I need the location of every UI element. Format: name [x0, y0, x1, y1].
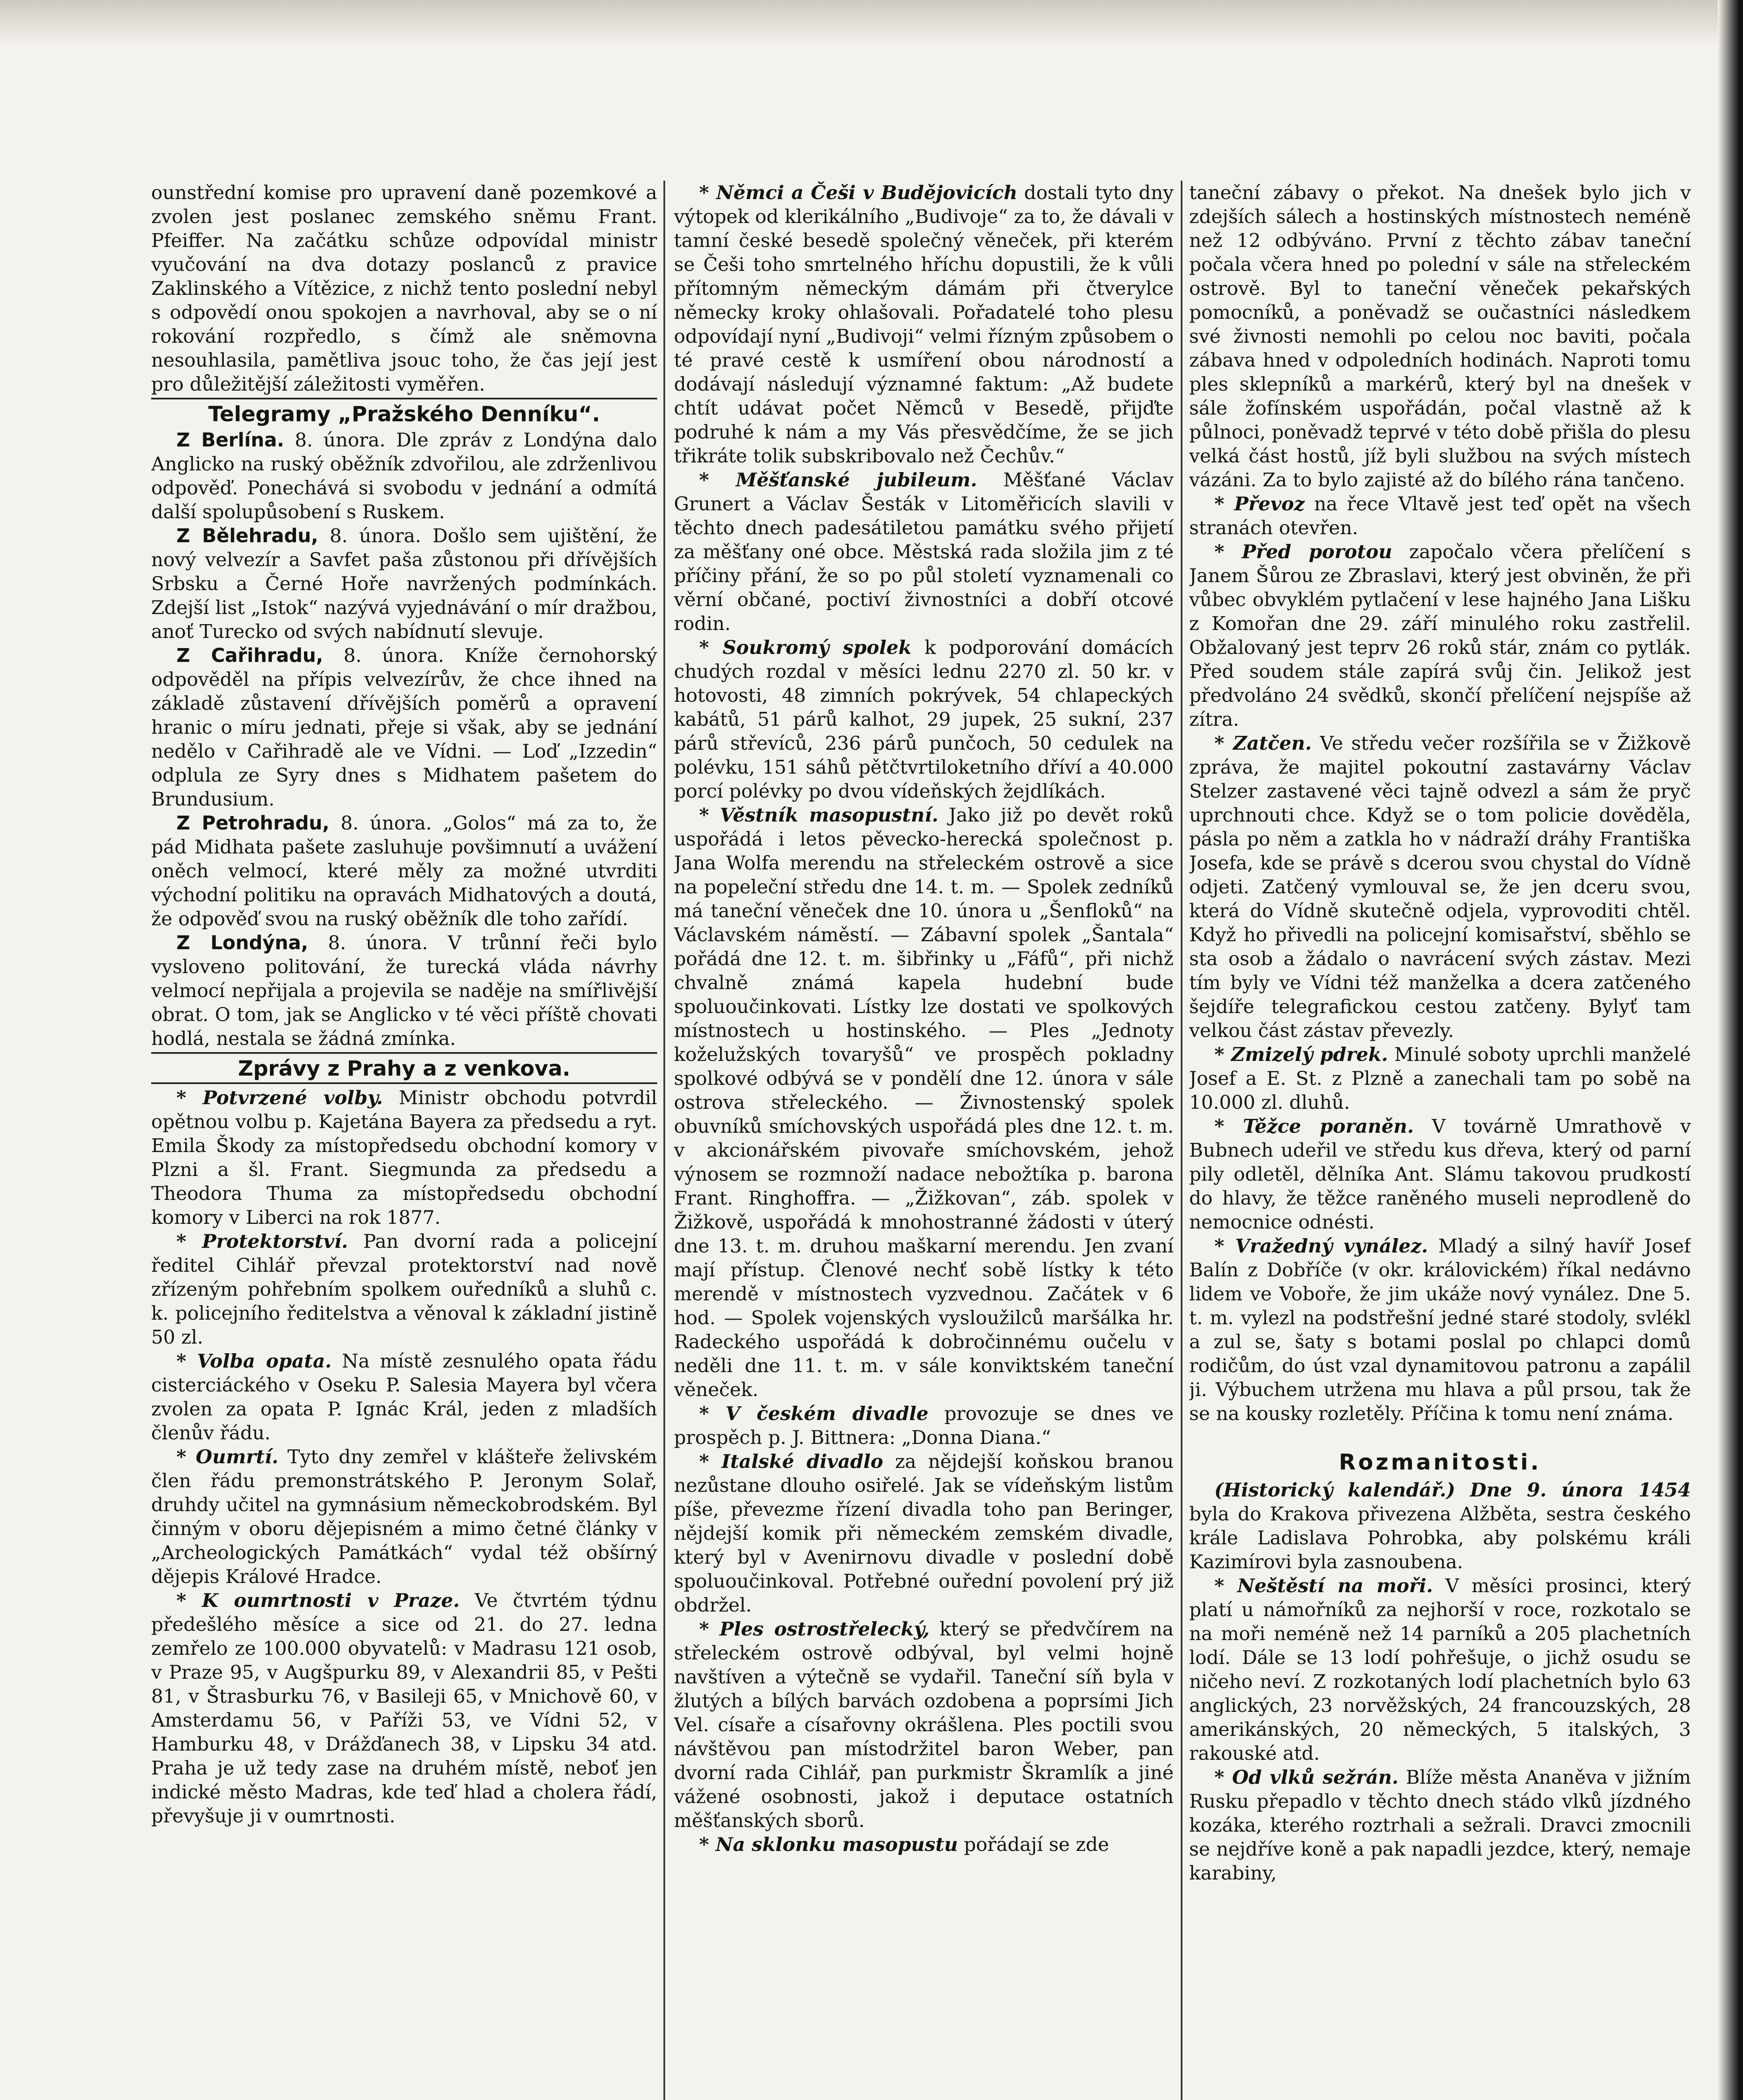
- dateline: Z Cařihradu,: [176, 644, 323, 667]
- telegram-belgrade: [151, 524, 657, 643]
- column-2: [674, 181, 1174, 2100]
- news-text: Jako již po devět roků uspořádá i letos pěvecko-herecká společnost p. Jana Wolfa merendu na střeleckém ostrově a sice na popeleční středu dne 14. t. m. — Spolek zedníků má taneční věneček dne 10. února u „Šenfloků“ na Václavském náměstí. — Zábavní spolek „Šantala“ pořádá dne 12. t. m. šibřinky u „Fáfů“, při nichž chvalně známá kapela hudební bude spoluoučinkovati. Lístky lze dostati ve spolkových místnostech u hostinského. — Ples „Jednoty koželužských tovaryšů“ ve prospěch pokladny spolkové odbývá se v pondělí dne 12. února v sále ostrova střeleckého. — Živnostenský spolek obuvníků smíchovských uspořádá ples dne 12. t. m. v akcionářském pivovaře smíchovském, jehož výnosem se rozmnoží nadace nebožtíka p. barona Frant. Ringhoffra. — „Žižkovan“, záb. spolek v Žižkově, uspořádá k mnohostranné žádosti v úterý dne 13. t. m. druhou maškarní merendu. Jen zvaní mají přístup. Členové nechť sobě lístky k této merendě v místnostech vyzvednou. Začátek v 6 hod. — Spolek vojenských vysloužilců maršálka hr. Radeckého uspořádá k dobročinnému oučelu v neděli dne 11. t. m. v sále konviktském taneční věneček.: [674, 804, 1174, 1401]
- news-kicker: * Těžce poraněn.: [1214, 1115, 1414, 1137]
- news-text: Na místě zesnulého opata řádu cisterciáckého v Oseku P. Salesia Mayera byl včera zvolen za opata P. Ignác Král, jeden z mladších členův řádu.: [151, 1350, 657, 1444]
- news-item: [674, 1402, 1174, 1449]
- news-item: [1189, 1234, 1691, 1425]
- news-text: na řece Vltavě jest teď opět na všech stranách otevřen.: [1189, 493, 1691, 539]
- miscellany-section-title: Rozmanitosti.: [1339, 1450, 1541, 1475]
- news-text: pořádají se zde: [958, 1833, 1109, 1856]
- news-kicker: * Zatčen.: [1214, 732, 1312, 754]
- news-kicker: * Oumrtí.: [176, 1446, 279, 1468]
- news-kicker: (Historický kalendář.) Dne 9. února 1454: [1214, 1479, 1691, 1501]
- news-text: Ve čtvrtém týdnu předešlého měsíce a sice od 21. do 27. ledna zemřelo ze 100.000 obyvatelů: v Madrasu 121 osob, v Praze 95, v Augšpurku 89, v Alexandrii 85, v Pešti 81, v Štrasburku 76, v Basileji 65, v Mnichově 60, v Amsterdamu 56, v Paříži 53, ve Vídni 52, v Hamburku 48, v Drážďanech 38, v Lipsku 34 atd. Praha je už tedy zase na druhém místě, neboť jen indické město Madras, kde teď hlad a cholera řádí, převyšuje ji v oumrtnosti.: [151, 1589, 657, 1827]
- dateline: Z Petrohradu,: [176, 812, 330, 834]
- news-item: [1189, 540, 1691, 731]
- news-kicker: * Na sklonku masopustu: [699, 1833, 958, 1856]
- news-text: k podporování domácích chudých rozdal v měsíci lednu 2270 zl. 50 kr. v hotovosti, 48 zimních pokrývek, 54 chlapeckých kabátů, 51 párů kalhot, 29 jupek, 25 sukní, 237 párů střevíců, 236 párů punčoch, 50 cedulek na polévku, 151 sáhů pětčtvrtiloketního dříví a 40.000 porcí polévky po dvou vídeňských žejdlíkách.: [674, 636, 1174, 802]
- column-rule-right: [1181, 181, 1182, 2100]
- news-kicker: * Před porotou: [1214, 541, 1392, 563]
- news-text: Ministr obchodu potvrdil opětnou volbu p. Kajetána Bayera za předsedu a ryt. Emila Škody za místopředsedu obchodní komory v Plzni a šl. Frant. Siegmunda za předsedu a Theodora Thuma za místopředsedu obchodní komory v Liberci na rok 1877.: [151, 1087, 657, 1228]
- news-kicker: * Zmizelý pdrek.: [1214, 1043, 1388, 1066]
- news-kicker: * Věstník masopustní.: [699, 804, 938, 826]
- news-item: [674, 468, 1174, 635]
- news-kicker: * Neštěstí na moři.: [1214, 1575, 1433, 1597]
- news-kicker: * Němci a Češi v Budějovicích: [699, 181, 1018, 204]
- news-text: dostali tyto dny výtopek od klerikálního „Budivoje“ za to, že dávali v tamní české besedě společný věneček, při kterém se Češi toho smrtelného hříchu dopustili, že k vůli přítomným německým dámám při čtverylce německy kroky ohlašovali. Pořadatelé toho plesu odpovídají nyní „Budivoji“ velmi řízným způsobem o té pravé cestě k usmíření obou národností a dodávají následují významné faktum: „Až budete chtít udávat počet Němců v Besedě, přijďte podruhé k nám a my Vás přesvědčíme, že se jich třikráte tolik subskribovalo než Čechův.“: [674, 181, 1174, 467]
- telegram-text: 8. února. V trůnní řeči bylo vysloveno politování, že turecká vláda návrhy velmocí nepřijala a projevila se naděje na smířlivější obrat. O tom, jak se Anglicko v té věci příště chovati hodlá, nestala se žádná zmínka.: [151, 932, 657, 1050]
- news-item: [1189, 1574, 1691, 1765]
- local-news-section-title: Zprávy z Prahy a z venkova.: [151, 1052, 657, 1084]
- column-1: [151, 181, 657, 2100]
- news-text: Měšťané Václav Grunert a Václav Šesták v Litoměřicích slavili v těchto dnech padesátiletou památku svého přijetí za měšťany oné obce. Městská rada složila jim z té příčiny přání, že so po půl století vyznamenali co věrní občané, poctiví živnostníci a dobří otcové rodin.: [674, 469, 1174, 635]
- newspaper-columns: [151, 181, 1701, 2100]
- news-item: [674, 181, 1174, 468]
- news-kicker: * K oumrtnosti v Praze.: [176, 1589, 460, 1612]
- article-continuation: ounstřední komise pro upravení daně pozemkové a zvolen jest poslanec zemského sněmu Frant. Pfeiffer. Na začátku schůze odpovídal ministr vyučování na dva dotazy poslanců z pravice Zaklinského a Vítězice, z nichž tento poslední nebyl s odpovědí onou spokojen a navrhoval, aby se o ní rokování rozpředlo, s čímž ale sněmovna nesouhlasila, pamětliva jsouc toho, že čas její jest pro důležitější záležitosti vyměřen.: [151, 181, 657, 395]
- news-text: byla do Krakova přivezena Alžběta, sestra českého krále Ladislava Pohrobka, aby polskému králi Kazimírovi byla zasnoubena.: [1189, 1503, 1691, 1573]
- news-item: [151, 1086, 657, 1229]
- news-item: [674, 1617, 1174, 1832]
- news-item: [1189, 1765, 1691, 1885]
- news-item: [1189, 492, 1691, 540]
- telegram-text: 8. února. Kníže černohorský odpověděl na přípis velvezírův, že chce ihned na základě zůstavení dřívějších poměrů a opravení hranic o míru jednati, přeje si však, aby se jednání nedělo v Cařihradě ale ve Vídni. — Loď „Izzedin“ odplula ze Syry dnes s Midhatem pašetem do Brundusium.: [151, 644, 657, 810]
- news-text: Minulé soboty uprchli manželé Josef a E. St. z Plzně a zanechali tam po sobě na 10.000 zl. dluhů.: [1189, 1043, 1691, 1113]
- telegram-text: 8. února. Došlo sem ujištění, že nový velvezír a Savfet paša zůstonou při dřívějších Srbsku a Černé Hoře navržených podmínkách. Zdejší list „Istok“ nazývá vyjednávání o mír dražbou, anoť Turecko od svých nabídnutí slevuje.: [151, 525, 657, 643]
- news-item: [1189, 1114, 1691, 1234]
- news-text: V továrně Umrathově v Bubnech udeřil ve středu kus dřeva, který od parní pily odletěl, dělníka Ant. Slámu takovou prudkostí do hlavy, že těžce raněného museli neprodleně do nemocnice odnésti.: [1189, 1115, 1691, 1233]
- news-kicker: * Potvrzené volby.: [176, 1087, 383, 1109]
- telegram-constantinople: [151, 643, 657, 811]
- telegram-text: 8. února. Dle zpráv z Londýna dalo Anglicko na ruský oběžník zdvořilou, ale zdrženlivou odpověď. Ponechává si svobodu v jednání a odmítá další spolupůsobení s Ruskem.: [151, 429, 657, 523]
- news-kicker: * Od vlků sežrán.: [1214, 1766, 1399, 1788]
- dateline: Z Bělehradu,: [176, 525, 318, 547]
- column-3: [1189, 181, 1691, 2100]
- news-item: [151, 1349, 657, 1445]
- news-kicker: * Soukromý spolek: [699, 636, 912, 659]
- dateline: Z Berlína.: [176, 429, 284, 451]
- news-item: [1189, 1478, 1691, 1574]
- news-text: provozuje se dnes ve prospěch p. J. Bittnera: „Donna Diana.“: [674, 1402, 1174, 1449]
- page-top-shadow: [0, 0, 1743, 46]
- news-kicker: * V českém divadle: [699, 1402, 928, 1425]
- news-kicker: * Měšťanské jubileum.: [699, 469, 977, 491]
- news-text: Blíže města Ananěva v jižním Rusku přepadlo v těchto dnech stádo vlků jízdného kozáka, kterého roztrhali a sežrali. Dravci zmocnili se nejdříve koně a pak napadli jezdce, který, nemaje karabiny,: [1189, 1766, 1691, 1884]
- news-item: [1189, 1042, 1691, 1114]
- news-item: [151, 1445, 657, 1588]
- news-text: který se předvčírem na střeleckém ostrově odbýval, byl velmi hojně navštíven a výtečně se vydařil. Taneční síň byla v žlutých a bílých barvách ozdobena a poprsími Jich Vel. císaře a císařovny okrášlena. Ples poctili svou návštěvou pan místodržitel baron Weber, pan dvorní rada Cihlář, pan purkmistr Škramlík a jiné vážené osobnosti, jakož i deputace ostatních měšťanských sborů.: [674, 1618, 1174, 1832]
- news-kicker: * Volba opata.: [176, 1350, 332, 1372]
- column-rule-left: [663, 181, 665, 2100]
- news-item: [151, 1588, 657, 1828]
- news-kicker: * Převoz: [1214, 493, 1305, 515]
- news-text: započalo včera přelíčení s Janem Šůrou ze Zbraslavi, který jest obviněn, že při vůbec obvyklém pytlačení v lese hajného Jana Lišku z Komořan dne 29. září minulého roku zastřelil. Obžalovaný jest teprv 26 roků stár, znám co pytlák. Před soudem stále zapírá svůj čin. Jelikož jest předvoláno 24 svědků, skončí přelíčení nejspíše až zítra.: [1189, 541, 1691, 730]
- news-kicker: * Protektorství.: [176, 1230, 348, 1252]
- dateline: Z Londýna,: [176, 932, 308, 954]
- page-right-edge: [1718, 0, 1743, 2100]
- news-text: Ve středu večer rozšířila se v Žižkově zpráva, že majitel pokoutní zastavárny Václav Stelzer zastavené věci tajně odvezl a sám že pryč uprchnouti chce. Když se o tom policie dověděla, pásla po něm a zatkla ho v nádraží dráhy Františka Josefa, kde se právě s dcerou svou chystal do Vídně odjeti. Zatčený vymlouval se, že jen dceru svou, která do Vídně skutečně odjela, vyprovoditi chtěl. Když ho přivedli na policejní komisařství, sběhlo se sta osob a žádalo o navrácení svých zástav. Mezi tím byly ve Vídni též manželka a dcera zatčeného šejdíře telegrafickou cestou zatčeny. Bylyť tam velkou část zástav převezly.: [1189, 732, 1691, 1042]
- telegram-london: [151, 931, 657, 1050]
- news-text: Pan dvorní rada a policejní ředitel Cihlář převzal protektorství nad nově zřízeným pohřebním spolkem ouředníků a sluhů c. k. policejního ředitelstva a věnoval k základní jistině 50 zl.: [151, 1230, 657, 1348]
- telegram-petersburg: [151, 811, 657, 931]
- article-continuation: taneční zábavy o překot. Na dnešek bylo jich v zdejších sálech a hostinských místnostech neméně než 12 odbýváno. První z těchto zábav taneční počala včera hned po polední v sále na střeleckém ostrově. Byl to taneční věneček pekařských pomocníků, a poněvadž se oučastníci následkem své živnosti nemohli po celou noc baviti, počala zábava hned v odpoledních hodinách. Naproti tomu ples sklepníků a markérů, který byl na dnešek v sále žofínském uspořádán, počal vlastně až k půlnoci, poněvadž teprvé v této době přišla do plesu velká část hostů, jíž byli službou na svých místech vázáni. Za to bylo zajisté až do bílého rána tančeno.: [1189, 181, 1691, 491]
- news-kicker: * Vražedný vynález.: [1214, 1235, 1428, 1257]
- telegram-berlin: [151, 428, 657, 524]
- news-text: V měsíci prosinci, který platí u námořníků za nejhorší v roce, rozkotalo se na moři neméně než 14 parníků a 205 plachetních lodí. Dále se 13 lodí pohřešuje, o jichž osudu se ničeho neví. Z rozkotaných lodí plachetních bylo 63 anglických, 23 norvěžských, 24 francouzských, 28 amerikánských, 20 německých, 5 italských, 3 rakouské atd.: [1189, 1575, 1691, 1764]
- news-text: Mladý a silný havíř Josef Balín z Dobříče (v okr. královickém) říkal nedávno lidem ve Voboře, že jim ukáže nový vynález. Dne 5. t. m. vylezl na podstřešní jedné staré stodoly, svlékl a zul se, šaty s botami poslal po chlapci domů rodičům, do úst vzal dynamitovou patronu a zapálil ji. Výbuchem utržena mu hlava a půl prsou, tak že se na kousky rozletěly. Příčina k tomu není známa.: [1189, 1235, 1691, 1425]
- news-item: [674, 635, 1174, 803]
- news-item: [674, 1832, 1174, 1856]
- news-item: [151, 1229, 657, 1349]
- news-kicker: * Ples ostrostřelecký,: [699, 1618, 930, 1640]
- news-text: Tyto dny zemřel v klášteře želivském člen řádu premonstrátského P. Jeronym Solař, druhdy učitel na gymnásium německobrodském. Byl činným v oboru dějepisném a mimo četné články v „Archeologických Památkách“ vydal též obšírný dějepis Králové Hradce.: [151, 1446, 657, 1588]
- news-item: [674, 1449, 1174, 1617]
- news-item: [1189, 731, 1691, 1042]
- telegram-text: 8. února. „Golos“ má za to, že pád Midhata pašete zasluhuje povšimnutí a uvážení oněch velmocí, které měly za možné utvrditi východní politiku na opravách Midhatových a doutá, že odpověď svou na ruský oběžník dle toho zařídí.: [151, 812, 657, 930]
- telegram-section-title: Telegramy „Pražského Denníku“.: [151, 398, 657, 426]
- news-item: [674, 803, 1174, 1402]
- news-kicker: * Italské divadlo: [699, 1450, 883, 1473]
- news-text: za nějdejší koňskou branou nezůstane dlouho osiřelé. Jak se vídeňským listům píše, převezme řízení divadla toho pan Beringer, nějdejší komik při německém zemském divadle, který byl v Avenirnovu divadle v poslední době spoluoučinkoval. Potřebné ouřední povolení prý již obdržel.: [674, 1450, 1174, 1616]
